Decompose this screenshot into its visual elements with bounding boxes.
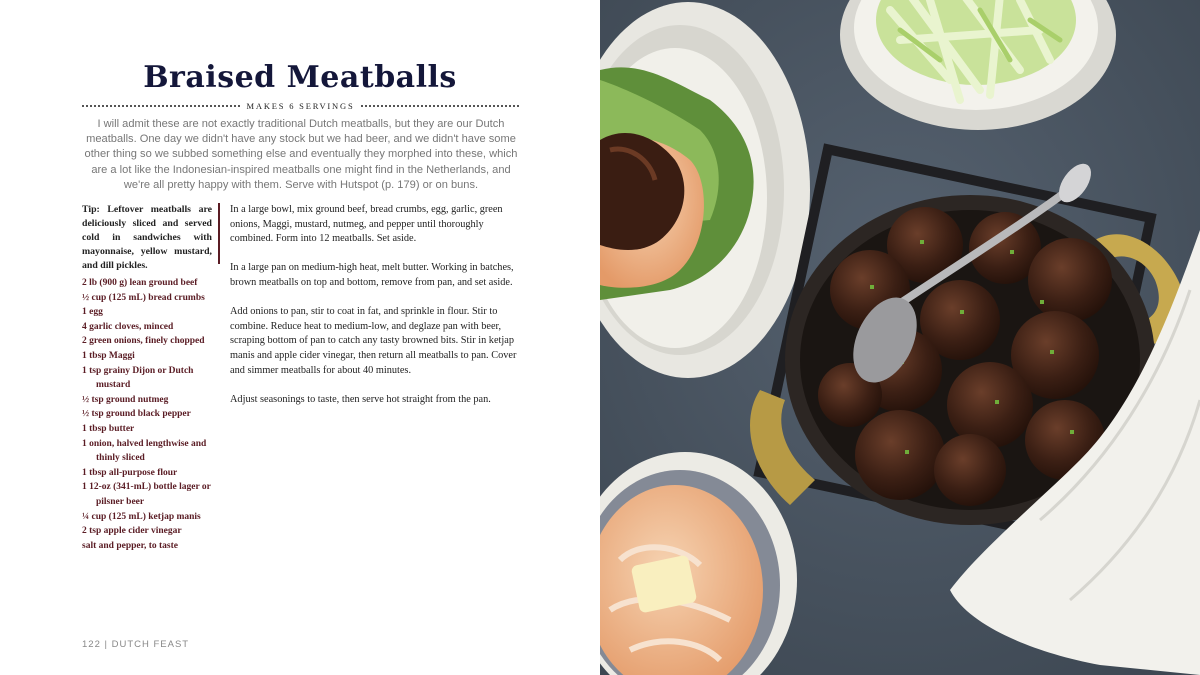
method-step: In a large bowl, mix ground beef, bread crumbs, egg, garlic, green onions, Maggi, mustard, nutmeg, and pepper until thoroughly combined. Form into 12 meatballs. Set aside. <box>230 204 503 245</box>
ingredient-item: ½ tsp ground black pepper <box>82 409 191 420</box>
method-step: Add onions to pan, stir to coat in fat, and sprinkle in flour. Stir to combine. Reduce heat to medium-low, and deglaze pan with beer, scraping bottom of pan to catch any tasty browned bits. Stir in ketjap manis and apple cider vinegar, then return all meatballs to pan. Cover and simmer meatballs for about 40 minutes. <box>230 306 517 376</box>
food-photo <box>600 0 1200 675</box>
ingredient-item: 1 tsp grainy Dijon or Dutch mustard <box>82 365 194 391</box>
dotted-rule-right <box>361 105 519 107</box>
ingredient-item: 1 tbsp butter <box>82 423 135 434</box>
recipe-intro: I will admit these are not exactly traditional Dutch meatballs, but they are our Dutch meatballs. One day we didn't have any stock but we had beer, and we didn't have some other thing so we subbed something else and eventually they morphed into these, which are a lot like the Indonesian-inspired meatballs one might find in the Netherlands, and we're all pretty happy with them. Serve with Hutspot (p. 179) or on buns. <box>84 118 518 191</box>
dotted-rule-left <box>82 105 240 107</box>
page-folio: 122 | DUTCH FEAST <box>82 639 190 650</box>
ingredient-list <box>82 276 222 553</box>
ingredient-item: 1 12-oz (341-mL) bottle lager or pilsner beer <box>82 482 211 507</box>
ingredient-item: salt and pepper, to taste <box>82 540 178 551</box>
recipe-title: Braised Meatballs <box>143 60 457 95</box>
method-step: In a large pan on medium-high heat, melt butter. Working in batches, brown meatballs on top and bottom, remove from pan, and set aside. <box>230 262 514 288</box>
food-photo-illustration <box>600 0 1200 675</box>
ingredient-item: 1 onion, halved lengthwise and thinly sliced <box>82 438 207 464</box>
servings-row <box>82 100 519 112</box>
method-steps <box>230 203 518 422</box>
ingredient-item: 2 tsp apple cider vinegar <box>82 526 182 537</box>
ingredient-item: 1 tbsp all-purpose flour <box>82 467 178 478</box>
ingredient-item: 1 egg <box>82 307 103 318</box>
recipe-tip: Tip: Leftover meatballs are deliciously sliced and served cold in sandwiches with mayonnaise, yellow mustard, and dill pickles. <box>82 204 212 272</box>
servings-label: MAKES 6 SERVINGS <box>246 101 355 111</box>
ingredient-item: ½ cup (125 mL) bread crumbs <box>82 292 205 303</box>
tip-divider <box>218 203 220 264</box>
ingredient-item: 4 garlic cloves, minced <box>82 321 174 332</box>
ingredient-item: 2 lb (900 g) lean ground beef <box>82 278 198 288</box>
ingredient-item: ½ tsp ground nutmeg <box>82 394 169 405</box>
ingredient-item: ¼ cup (125 mL) ketjap manis <box>82 511 201 522</box>
ingredient-item: 2 green onions, finely chopped <box>82 336 205 347</box>
ingredient-item: 1 tbsp Maggi <box>82 350 135 361</box>
method-step: Adjust seasonings to taste, then serve hot straight from the pan. <box>230 393 491 405</box>
